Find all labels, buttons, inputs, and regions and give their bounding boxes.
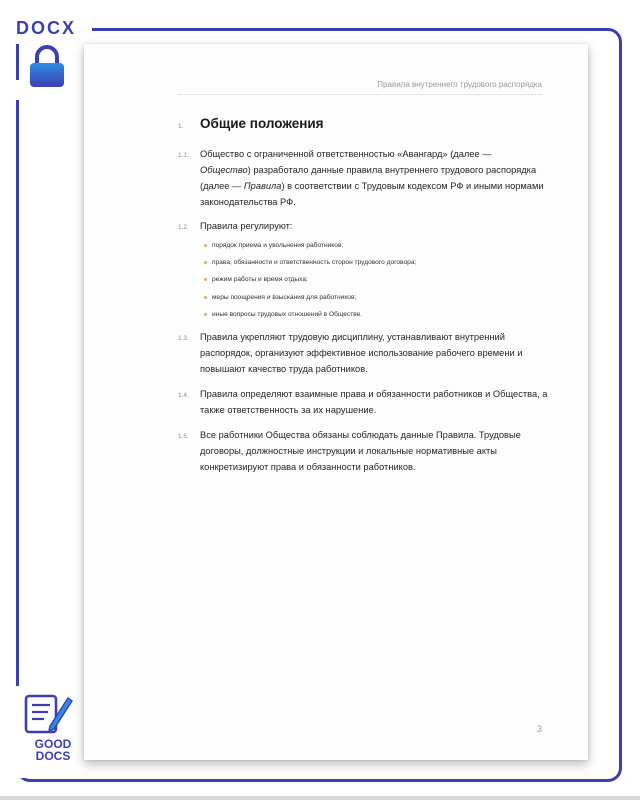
section-heading bbox=[178, 116, 548, 146]
clause-number: 1.4. bbox=[178, 392, 189, 400]
clause-text: Правила определяют взаимные права и обязанности работников и Общества, а также ответственность за их нарушение. bbox=[200, 389, 548, 416]
lock-icon bbox=[28, 44, 66, 88]
clause-1-4 bbox=[178, 386, 548, 418]
clause-text: Все работники Общества обязаны соблюдать данные Правила. Трудовые договоры, должностные инструкции и локальные нормативные акты конкретизируют права и обязанности работников. bbox=[200, 430, 521, 473]
clause-1-1 bbox=[178, 146, 548, 210]
section-general-provisions bbox=[178, 116, 548, 475]
clause-text: Общество с ограниченной ответственностью «Авангард» (далее — Общество) разработало данные правила внутреннего трудового распорядка (далее — Правила) в соответствии с Трудовым кодексом РФ и иными нормами законодательства РФ. bbox=[200, 149, 544, 207]
clause-1-3 bbox=[178, 329, 548, 377]
list-item: права, обязанности и ответственность сторон трудового договора; bbox=[204, 254, 548, 271]
clause-number: 1.1. bbox=[178, 152, 189, 159]
clause-text: Правила укрепляют трудовую дисциплину, устанавливают внутренний распорядок, организуют эффективное использование рабочего времени и повышают качество труда работников. bbox=[200, 332, 523, 375]
clause-1-5 bbox=[178, 427, 548, 475]
list-item: режим работы и время отдыха; bbox=[204, 271, 548, 288]
clause-number: 1.2. bbox=[178, 224, 189, 231]
regulated-topics-list bbox=[204, 237, 548, 323]
clause-number: 1.5. bbox=[178, 433, 189, 441]
page-number: 3 bbox=[536, 724, 542, 734]
good-docs-logo: GOOD DOCS bbox=[34, 737, 72, 763]
running-header: Правила внутреннего трудового распорядка bbox=[377, 80, 542, 89]
list-item: меры поощрения и взыскания для работников; bbox=[204, 289, 548, 306]
clause-text: Правила регулируют: bbox=[200, 221, 293, 231]
docx-label: DOCX bbox=[16, 18, 77, 38]
document-page bbox=[84, 44, 588, 760]
bottom-bar bbox=[0, 796, 640, 800]
clause-number: 1.3. bbox=[178, 335, 189, 343]
document-pen-icon bbox=[22, 692, 76, 736]
clause-1-2 bbox=[178, 218, 548, 323]
section-title: Общие положения bbox=[200, 116, 324, 131]
list-item: порядок приема и увольнения работников; bbox=[204, 237, 548, 254]
header-divider bbox=[178, 94, 542, 95]
list-item: иные вопросы трудовых отношений в Обществе. bbox=[204, 306, 548, 323]
section-number: 1. bbox=[178, 123, 184, 130]
